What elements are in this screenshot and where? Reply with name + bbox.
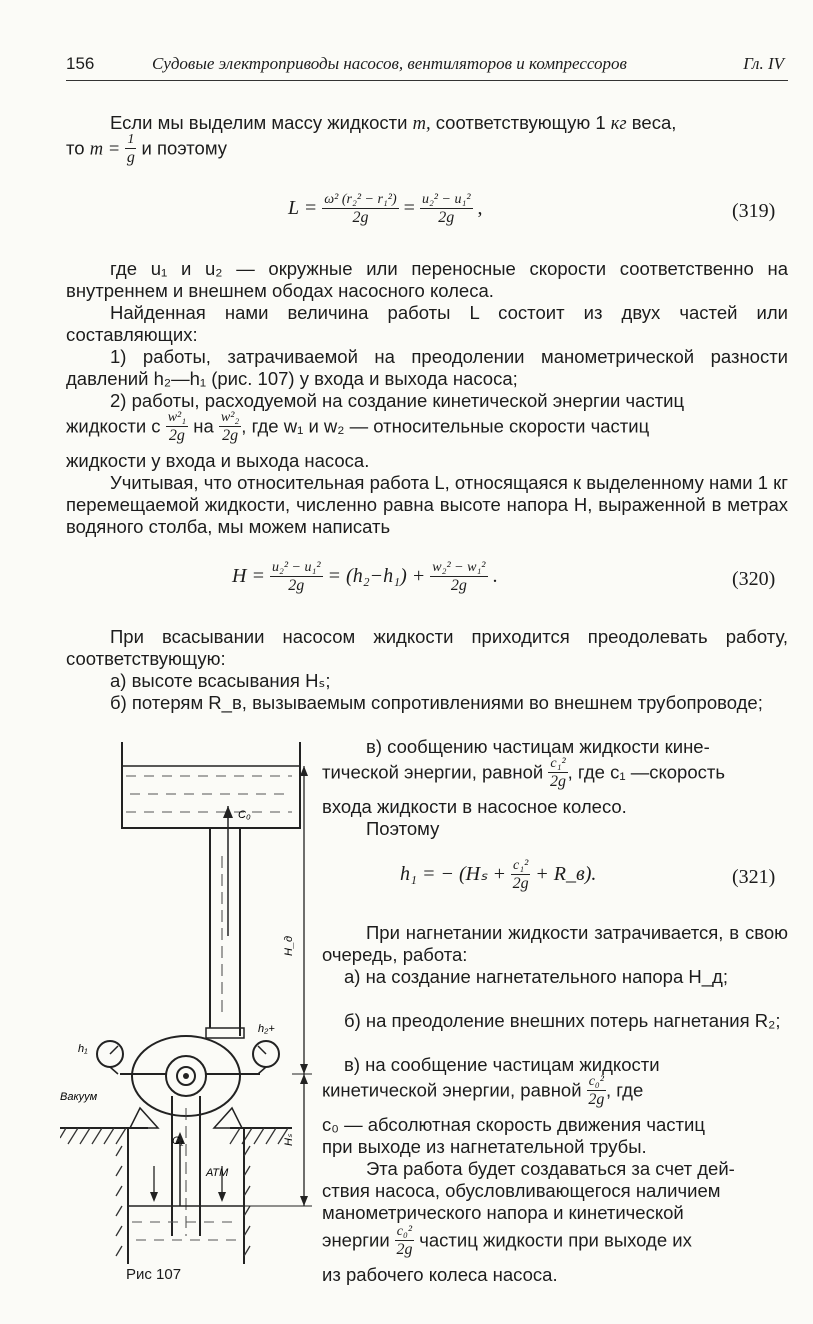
equation-321-number: (321): [732, 866, 776, 888]
paragraph-pump-line3: манометрического напора и кинетической: [322, 1202, 684, 1223]
upper-tank: [122, 742, 300, 828]
figure-caption: Рис 107: [126, 1266, 182, 1283]
list-item-a2: а) на создание нагнетательного напора H_д;: [344, 966, 728, 987]
list-item-2-line3: жидкости у входа и выхода насоса.: [66, 450, 370, 471]
list-item-b2: б) на преодоление внешних потерь нагнетания R₂;: [344, 1010, 781, 1031]
equation-321: h₁ = − (Hₛ + $\frac{\text{c₁²}}{2g}$ + R_в).: [400, 858, 597, 892]
list-item-v2-line4: при выходе из нагнетательной трубы.: [322, 1136, 647, 1157]
paragraph-pump-formula: энергии $\frac{\text{c₀²}}{2g}$ частиц жидкости при выходе их: [322, 1224, 692, 1258]
list-item-v2-line3: c₀ — абсолютная скорость движения частиц: [322, 1114, 705, 1135]
list-item-2-line1: 2) работы, расходуемой на создание кинетической энергии частиц: [110, 390, 685, 411]
list-item-v-formula: тической энергии, равной $\frac{\text{c₁²}}{2g}$ , где c₁ —скорость: [322, 756, 725, 790]
paragraph-pump-line5: из рабочего колеса насоса.: [322, 1264, 558, 1285]
list-item-a: а) высоте всасывания Hₛ;: [110, 670, 331, 691]
list-item-b: б) потерям R_в, вызываемым сопротивлениями во внешнем трубопроводе;: [110, 692, 763, 713]
paragraph-suction: При всасывании насосом жидкости приходится преодолевать работу, соответствующую:: [66, 626, 788, 669]
paragraph-velocities: где u₁ и u₂ — окружные или переносные скорости соответственно на внутреннем и внешнем ободах насосного колеса.: [66, 258, 788, 301]
label-h1: h₁: [78, 1043, 88, 1055]
paragraph-mass: Если мы выделим массу жидкости m, соответствующую 1 кг веса,: [110, 112, 677, 134]
equation-319-number: (319): [732, 200, 776, 222]
paragraph-discharge: При нагнетании жидкости затрачивается, в свою очередь, работа:: [322, 922, 788, 965]
label-hd: H_д: [283, 935, 295, 956]
header-rule: [66, 80, 788, 81]
list-item-v-line1: в) сообщению частицам жидкости кине-: [366, 736, 710, 757]
equation-319: L = $\frac{\text{ω² (r₂² − r₁²)}}{2g}$ = $\frac{\text{u₂² − u₁²}}{2g}$ ,: [288, 192, 483, 226]
label-atm: АТМ: [206, 1167, 229, 1179]
list-item-1: 1) работы, затрачиваемой на преодолении манометрической разности давлений h₂—h₁ (рис. 107) у входа и выхода насоса;: [66, 346, 788, 389]
paragraph-pump-line2: ствия насоса, обусловливающегося наличием: [322, 1180, 721, 1201]
label-h2: h₂+: [258, 1023, 275, 1035]
paragraph-mass-formula: то m = $\frac{1}{g}$ и поэтому: [66, 132, 228, 166]
list-item-v2-formula: кинетической энергии, равной $\frac{\text{c₀²}}{2g}$ , где: [322, 1074, 644, 1108]
list-item-v-line3: входа жидкости в насосное колесо.: [322, 796, 627, 817]
figure-107-pump-diagram: [60, 736, 312, 1276]
label-vacuum: Вакуум: [60, 1091, 98, 1103]
running-header: [66, 52, 788, 78]
list-item-v2-line1: в) на сообщение частицам жидкости: [344, 1054, 660, 1075]
equation-320: H = $\frac{\text{u₂² − u₁²}}{2g}$ = (h₂−h₁) + $\frac{\text{w₂² − w₁²}}{2g}$ .: [232, 560, 498, 594]
paragraph-work: Найденная нами величина работы L состоит из двух частей или составляющих:: [66, 302, 788, 345]
list-item-2-formula: жидкости с $\frac{\text{w²₁}}{2g}$ на $\frac{\text{w²₂}}{2g}$ , где w₁ и w₂ — относительные скорости частиц: [66, 410, 650, 444]
label-c0: C₀: [238, 809, 251, 821]
running-title: Судовые электроприводы насосов, вентиляторов и компрессоров: [152, 54, 627, 73]
page-number: 156: [66, 54, 95, 73]
chapter-label: Гл. IV: [743, 54, 784, 73]
paragraph-head: Учитывая, что относительная работа L, относящаяся к выделенному нами 1 кг перемещаемой жидкости, численно равна высоте напора H, выраженной в метрах водяного столба, мы можем написать: [66, 472, 788, 537]
paragraph-pump-line1: Эта работа будет создаваться за счет дей-: [366, 1158, 735, 1179]
equation-320-number: (320): [732, 568, 776, 590]
label-c1: C₁: [172, 1135, 184, 1147]
label-hs: Hₛ: [283, 1133, 295, 1146]
paragraph-therefore: Поэтому: [366, 818, 440, 839]
